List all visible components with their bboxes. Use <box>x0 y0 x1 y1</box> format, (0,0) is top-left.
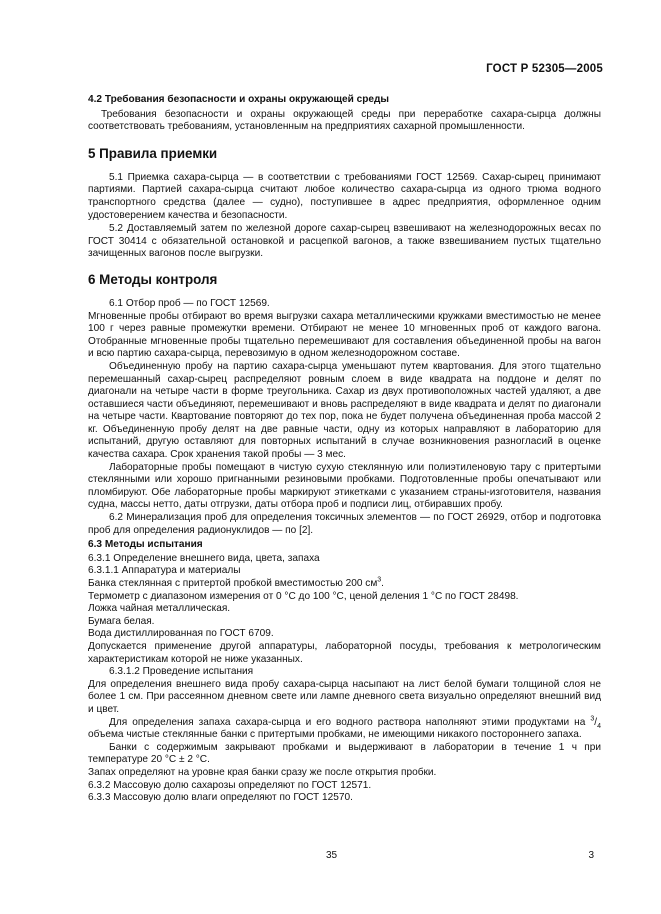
test-paragraph-2 <box>88 717 601 742</box>
test-paragraph-2-start: Для определения запаха сахара-сырца и его водного раствора наполняют этими продуктами на <box>109 716 591 728</box>
test-paragraph-4: Запах определяют на уровне края банки сразу же после открытия пробки. <box>88 766 437 778</box>
document-header: ГОСТ Р 52305—2005 <box>486 63 603 75</box>
page-number: 35 <box>326 850 338 861</box>
section-5-title: 5 Правила приемки <box>88 145 218 161</box>
test-paragraph-2-end: объема чистые стеклянные банки с притертыми пробками, не имеющими никакого постороннего запаха. <box>88 729 582 741</box>
section-6-3-1-title: 6.3.1 Определение внешнего вида, цвета, запаха <box>88 552 320 564</box>
fraction-numerator: 3 <box>590 715 595 723</box>
section-6-3-title: 6.3 Методы испытания <box>88 539 203 551</box>
equipment-thermometer: Термометр с диапазоном измерения от 0 °С до 100 °С, ценой деления 1 °С по ГОСТ 28498. <box>88 590 519 602</box>
section-6-1-paragraph-1: Мгновенные пробы отбирают во время выгрузки сахара металлическими кружками вместимостью не менее 100 г через равные промежутки времени. Отбирают не менее 10 мгновенных проб от каждого вагона. Отобранные мгновенные пробы тщательно перемешивают для составления объединенной пробы на вагон и всю партию сахара-сырца, перевозимую в одном железнодорожном составе. <box>88 310 601 360</box>
section-6-3-3-text: 6.3.3 Массовую долю влаги определяют по ГОСТ 12570. <box>88 792 353 804</box>
equipment-spoon: Ложка чайная металлическая. <box>88 603 231 615</box>
section-5-2-text: 5.2 Доставляемый затем по железной дороге сахар-сырец взвешивают на железнодорожных весах по ГОСТ 30414 с обязательной остановкой и расцепкой вагонов, а также взвешиванием пустых тщательно зачищенных вагонов после выгрузки. <box>88 223 601 260</box>
section-5-1-text: 5.1 Приемка сахара-сырца — в соответствии с требованиями ГОСТ 12569. Сахар-сырец принимают партиями. Партией сахара-сырца считают любое количество сахара-сырца из одного трюма водного транспортного средства (далее — судно), поступившее в адрес предприятия, оформленное одним удостоверением качества и безопасности. <box>88 171 601 221</box>
section-6-2-text: 6.2 Минерализация проб для определения токсичных элементов — по ГОСТ 26929, отбор и подготовка проб для определения радионуклидов — по [2]. <box>88 512 601 536</box>
equipment-paper: Бумага белая. <box>88 615 155 627</box>
section-6-1-text: 6.1 Отбор проб — по ГОСТ 12569. <box>109 297 270 309</box>
equipment-bank-text: Банка стеклянная с притертой пробкой вместимостью 200 см <box>88 578 378 589</box>
section-6-title: 6 Методы контроля <box>88 271 218 287</box>
test-paragraph-3: Банки с содержимым закрывают пробками и выдерживают в лаборатории в течение 1 ч при температуре 20 °С ± 2 °С. <box>88 741 601 766</box>
section-6-1-paragraph-2: Объединенную пробу на партию сахара-сырца уменьшают путем квартования. Для этого тщательно перемешанный сахар-сырец распределяют ровным слоем в виде квадрата на поддоне и делят по диагонали на четыре части в форме треугольника. Сахар из двух противоположных частей удаляют, а две оставшиеся части объединяют, перемешивают и вновь распределяют в виде квадрата и делят по диагонали на четыре части. Квартование повторяют до тех пор, пока не будет получена объединенная проба массой 2 кг. Объединенную пробу делят на две равные части, одну из которых направляют в лабораторию для испытаний, другую оставляют для повторных испытаний в случае возникновения разногласий в оценке качества сахара. Срок хранения такой пробы — 3 мес. <box>88 360 601 461</box>
equipment-bank <box>88 578 601 591</box>
fraction-slash: / <box>594 716 598 728</box>
fraction-denominator: 4 <box>597 722 601 730</box>
section-6-3-2-text: 6.3.2 Массовую долю сахарозы определяют по ГОСТ 12571. <box>88 779 372 791</box>
sheet-number: 3 <box>588 850 594 861</box>
section-4-2-title: 4.2 Требования безопасности и охраны окружающей среды <box>88 94 390 105</box>
document-body <box>88 92 601 805</box>
equipment-bank-unit-exponent: 3 <box>377 576 382 584</box>
section-6-1-paragraph-3: Лабораторные пробы помещают в чистую сухую стеклянную или полиэтиленовую тару с притертыми стеклянными или хорошо пригнанными резиновыми пробками. Подготовленные пробы опечатывают или пломбируют. Обе лабораторные пробы маркируют этикетками с указанием страны-изготовителя, названия судна, массы нетто, даты отгрузки, даты отбора проб и подписи лиц, отбиравших пробу. <box>88 461 601 511</box>
section-4-2-text: Требования безопасности и охраны окружающей среды при переработке сахара-сырца должны соответствовать требованиям, установленным на предприятиях сахарной промышленности. <box>88 108 601 133</box>
section-6-3-1-2-title: 6.3.1.2 Проведение испытания <box>109 666 254 678</box>
test-paragraph-1: Для определения внешнего вида пробу сахара-сырца насыпают на лист белой бумаги толщиной слоя не более 1 см. При рассеянном дневном свете или лампе дневного света визуально определяют внешний вид и цвет. <box>88 678 601 715</box>
equipment-bank-end: . <box>381 578 384 589</box>
section-6-3-1-1-title: 6.3.1.1 Аппаратура и материалы <box>88 565 241 577</box>
equipment-water: Вода дистиллированная по ГОСТ 6709. <box>88 628 274 640</box>
equipment-allowance: Допускается применение другой аппаратуры, лабораторной посуды, требования к метрологическим характеристикам которой не ниже указанных. <box>88 640 601 665</box>
